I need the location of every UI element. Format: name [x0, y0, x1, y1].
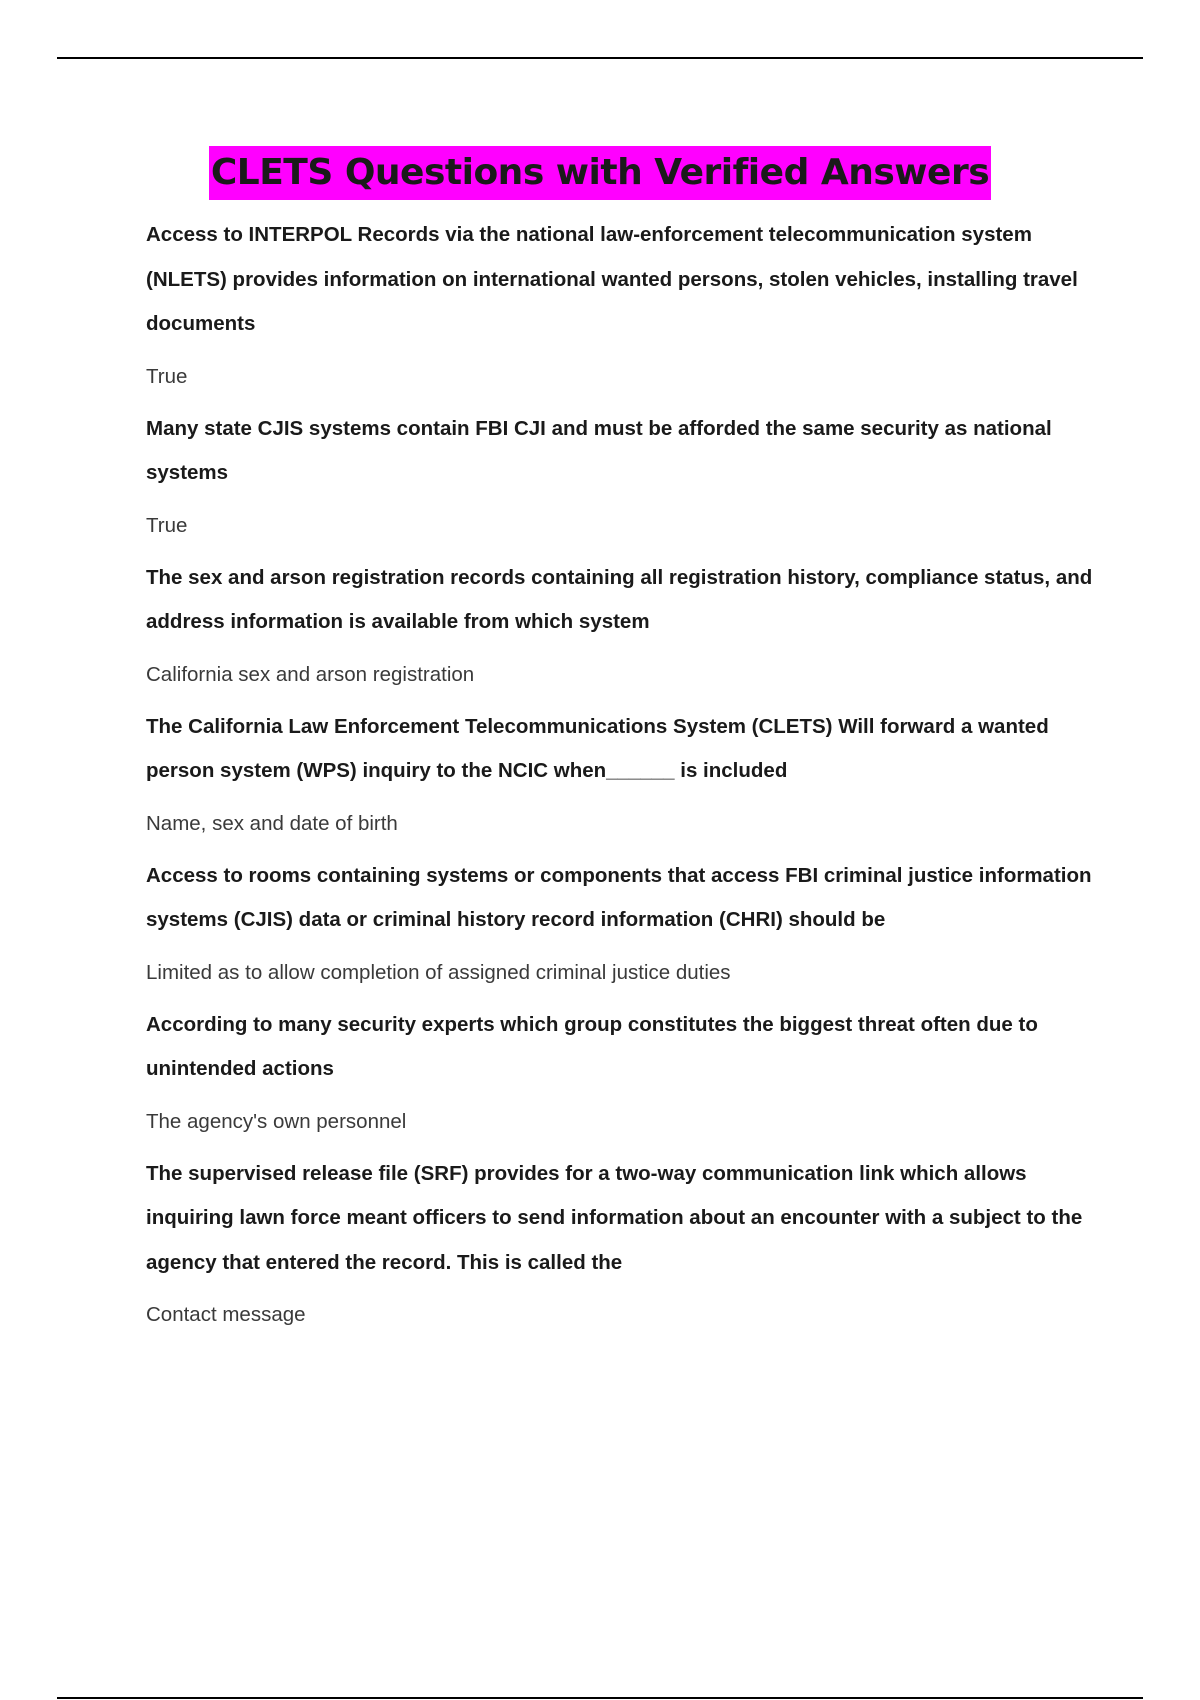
answer-6: The agency's own personnel [146, 1109, 407, 1133]
question-7: The supervised release file (SRF) provides for a two-way communication link which allows inquiring lawn force meant officers to send information about an encounter with a subject to the agency that entered the record. This is called the [146, 1161, 1083, 1274]
answer-5: Limited as to allow completion of assigned criminal justice duties [146, 960, 731, 984]
question-1: Access to INTERPOL Records via the national law-enforcement telecommunication system (NLETS) provides information on international wanted persons, stolen vehicles, installing travel documents [146, 223, 1078, 335]
top-rule [57, 57, 1143, 59]
answer-4: Name, sex and date of birth [146, 811, 398, 835]
question-4: The California Law Enforcement Telecommunications System (CLETS) Will forward a wanted person system (WPS) inquiry to the NCIC when______ is included [146, 714, 1049, 782]
title-block [0, 146, 1200, 200]
question-2: Many state CJIS systems contain FBI CJI and must be afforded the same security as national systems [146, 416, 1052, 484]
question-5: Access to rooms containing systems or components that access FBI criminal justice information systems (CJIS) data or criminal history record information (CHRI) should be [146, 863, 1092, 931]
answer-2: True [146, 513, 188, 537]
answer-1: True [146, 364, 188, 388]
bottom-rule [57, 1697, 1143, 1699]
qa-list [146, 213, 1096, 1345]
page-title: CLETS Questions with Verified Answers [209, 146, 991, 200]
answer-3: California sex and arson registration [146, 662, 475, 686]
answer-7: Contact message [146, 1303, 306, 1326]
question-6: According to many security experts which group constitutes the biggest threat often due to unintended actions [146, 1012, 1038, 1080]
question-3: The sex and arson registration records containing all registration history, compliance status, and address information is available from which system [146, 565, 1093, 633]
